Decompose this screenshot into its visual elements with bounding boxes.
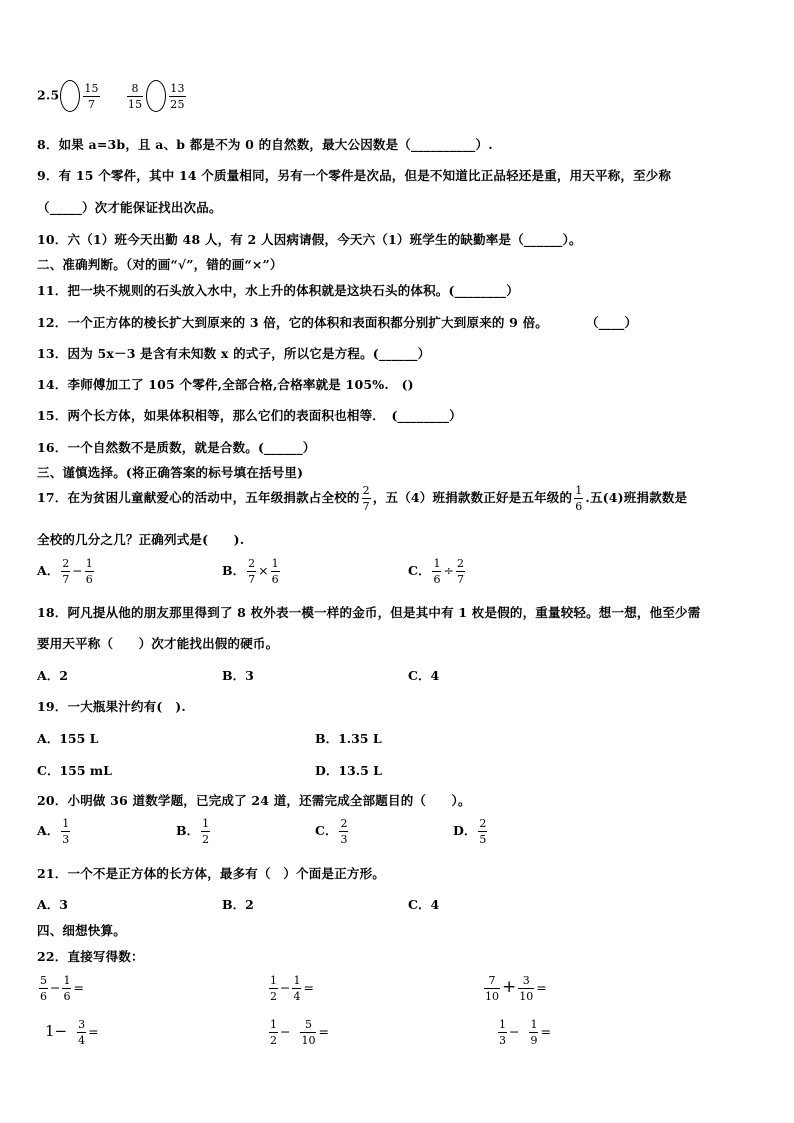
option-c: C．155 mL xyxy=(37,763,112,778)
option-a: A． $\frac{2}{7}$ − $\frac{1}{6}$ xyxy=(37,557,93,586)
answer-blank: （____） xyxy=(586,315,638,330)
fraction: $\frac{1}{6}$ xyxy=(575,484,583,513)
option-c: C． $\frac{1}{6}$ ÷ $\frac{2}{7}$ xyxy=(408,557,464,586)
question-13: 13．因为 5x－3 是含有未知数 x 的式子，所以它是方程。(______） xyxy=(37,346,431,361)
option-b: B．3 xyxy=(222,668,254,683)
question-16: 16．一个自然数不是质数，就是合数。(______） xyxy=(37,440,316,455)
question-8: 8．如果 a=3b，且 a、b 都是不为 0 的自然数，最大公因数是（__________）. xyxy=(37,137,493,152)
option-b: B．2 xyxy=(222,897,254,912)
question-9-line1: 9．有 15 个零件，其中 14 个质量相同，另有一个零件是次品，但是不知道比正品轻还是重，用天平称，至少称 xyxy=(37,168,672,183)
option-c: C．4 xyxy=(408,668,440,683)
compare-row xyxy=(37,80,188,112)
question-9-line2: （_____）次才能保证找出次品。 xyxy=(37,200,222,215)
option-a: A．3 xyxy=(37,897,68,912)
question-10: 10．六（1）班今天出勤 48 人，有 2 人因病请假，今天六（1）班学生的缺勤率是（______）。 xyxy=(37,232,582,247)
option-a: A．2 xyxy=(37,668,68,683)
question-20: 20．小明做 36 道数学题，已完成了 24 道，还需完成全部题目的（ ）。 xyxy=(37,793,471,808)
question-12: 12．一个正方体的棱长扩大到原来的 3 倍，它的体积和表面积都分别扩大到原来的 9 倍。 （____） xyxy=(37,315,638,330)
option-a: A．155 L xyxy=(37,731,99,746)
option-d: D． $\frac{2}{5}$ xyxy=(453,817,487,846)
fraction: $\frac{15}{7}$ xyxy=(84,81,99,111)
question-17-line2: 全校的几分之几？正确列式是( ). xyxy=(37,532,245,547)
option-b: B．1.35 L xyxy=(315,731,382,746)
calc-item: 1− $\frac{3}{4}$ = xyxy=(45,1018,99,1047)
compare-blank-2 xyxy=(146,80,166,112)
fraction: $\frac{2}{7}$ xyxy=(362,484,370,513)
compare-number: 2.5 xyxy=(37,87,60,103)
option-b: B． $\frac{2}{7}$ × $\frac{1}{6}$ xyxy=(222,557,279,586)
fraction: $\frac{8}{15}$ xyxy=(127,81,143,111)
option-d: D．13.5 L xyxy=(315,763,382,778)
calc-item: $\frac{1}{2}$ − $\frac{5}{10}$ = xyxy=(270,1018,329,1047)
calc-item: $\frac{1}{2}$ − $\frac{1}{4}$ = xyxy=(270,974,314,1003)
fraction: $\frac{13}{25}$ xyxy=(170,81,185,111)
option-a: A． $\frac{1}{3}$ xyxy=(37,817,70,846)
option-c: C． $\frac{2}{3}$ xyxy=(315,817,348,846)
option-b: B． $\frac{1}{2}$ xyxy=(176,817,210,846)
calc-item: $\frac{7}{10}$ + $\frac{3}{10}$ = xyxy=(485,974,547,1003)
question-18-line2: 要用天平称（ ）次才能找出假的硬币。 xyxy=(37,636,279,651)
question-15: 15．两个长方体，如果体积相等，那么它们的表面积也相等． (________） xyxy=(37,408,462,423)
section-2-heading: 二、准确判断。（对的画“√”，错的画“×”） xyxy=(37,257,283,272)
calc-item: $\frac{5}{6}$ − $\frac{1}{6}$ = xyxy=(40,974,84,1003)
section-3-heading: 三、谨慎选择。(将正确答案的标号填在括号里) xyxy=(37,465,304,480)
question-22: 22．直接写得数： xyxy=(37,949,144,964)
question-14: 14．李师傅加工了 105 个零件,全部合格,合格率就是 105%. () xyxy=(37,377,414,392)
question-21: 21．一个不是正方体的长方体，最多有（ ）个面是正方形。 xyxy=(37,866,385,881)
option-c: C．4 xyxy=(408,897,440,912)
question-19: 19．一大瓶果汁约有( ). xyxy=(37,699,186,714)
question-11: 11．把一块不规则的石头放入水中，水上升的体积就是这块石头的体积。(________） xyxy=(37,283,519,298)
compare-blank-1 xyxy=(60,80,80,112)
question-17-line1: 17．在为贫困儿童献爱心的活动中，五年级捐款占全校的 $\frac{2}{7}$ ，五（4）班捐款数正好是五年级的 $\frac{1}{6}$ .五(4)班捐款数是 xyxy=(37,484,688,513)
calc-item: $\frac{1}{3}$ − $\frac{1}{9}$ = xyxy=(499,1018,551,1047)
section-4-heading: 四、细想快算。 xyxy=(37,923,126,938)
question-18-line1: 18．阿凡提从他的朋友那里得到了 8 枚外表一模一样的金币，但是其中有 1 枚是假的，重量较轻。想一想，他至少需 xyxy=(37,605,701,620)
